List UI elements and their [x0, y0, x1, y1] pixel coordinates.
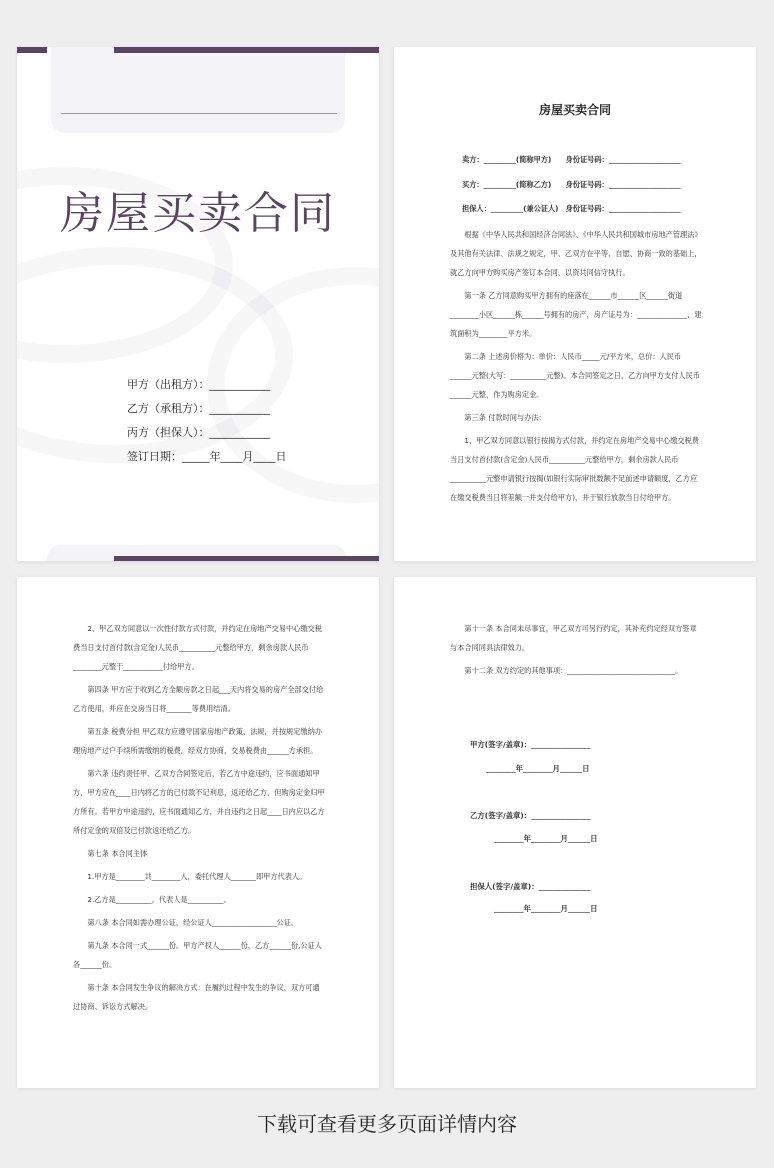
paragraph: 第三条 付款时间与办法： [464, 413, 546, 422]
signature-date-party-b: ________年________月______日 [494, 834, 598, 843]
paragraph: 第五条 税费分担 甲乙双方应遵守国家房地产政策、法规，并按规定缴纳办理房地产过户手续所需缴纳的税费。经双方协商，交易税费由______方承担。 [73, 727, 322, 755]
cover-bottom-bar [114, 556, 379, 561]
paragraph: 第二条 上述房价格为：单价：人民币_____元/平方米，总价：人民币______元整(大写：__________元整)。本合同签定之日，乙方向甲方支付人民币______元整，作为购房定金。 [450, 352, 700, 399]
signature-party-b: 乙方(签字/盖章)：________________ [470, 811, 591, 820]
contract-page-2 [17, 577, 379, 1088]
contract-body [450, 225, 702, 511]
cover-field-party-c: 丙方（担保人）：___________ [127, 426, 270, 439]
paragraph: 根据《中华人民共和国经济合同法》、《中华人民共和国城市房地产管理法》及其他有关法律、法规之规定，甲、乙双方在平等、自愿、协商一致的基础上，就乙方向甲方购买房产签订本合同，以资共同信守执行。 [450, 230, 702, 277]
party-buyer: 买方：_________(简称乙方) 身份证号码：____________________ [462, 180, 681, 189]
party-seller: 卖方：_________(简称甲方) 身份证号码：____________________ [462, 155, 681, 164]
signature-date-party-a: ________年________月______日 [486, 764, 590, 773]
cover-title: 房屋买卖合同 [60, 188, 336, 239]
contract-body [450, 619, 702, 684]
paragraph: 第四条 甲方应于收到乙方全额房款之日起___天内将交易的房产全部交付给乙方使用，并应在交房当日将_______等费用结清。 [73, 685, 324, 713]
paragraph: 1.甲方是________共________人，委托代理人_______即甲方代表人。 [87, 872, 307, 881]
signature-guarantor: 担保人(签字/盖章)：______________ [470, 882, 591, 891]
paragraph: 2、甲乙双方同意以一次性付款方式付款，并约定在房地产交易中心缴交税费当日支付首付款(含定金)人民币__________元整给甲方，剩余房款人民币________元整于___________付给甲方。 [73, 624, 322, 671]
contract-title: 房屋买卖合同 [538, 103, 611, 117]
contract-page-1 [394, 47, 756, 561]
download-more-caption: 下载可查看更多页面详情内容 [257, 1112, 517, 1136]
paragraph: 第八条 本合同如需办理公证，经公证人__________________公证。 [87, 918, 299, 927]
contract-page-3 [394, 577, 756, 1088]
paragraph: 第一条 乙方同意购买甲方拥有的座落在______市______区______街道________小区______栋______号拥有的房产，房产证号为：______________，建筑面积为________平方米。 [450, 291, 702, 338]
paragraph: 1、甲乙双方同意以银行按揭方式付款，并约定在房地产交易中心缴交税费当日支付首付款(含定金)人民币__________元整给甲方，剩余房款人民币__________元整申请银行按揭(如银行实际审批数额不足前述申请额度，乙方应在缴交税费当日将差额一并支付给甲方)，并于银行放款当日付给甲方。 [450, 436, 699, 502]
paragraph: 第六条 违约责任甲、乙双方合同签定后，若乙方中途违约，应书面通知甲方，甲方应在____日内将乙方的已付款不记利息，返还给乙方，但购房定金归甲方所有。若甲方中途违约，应书面通知乙方，并自违约之日起____日内应以乙方所付定金的双倍及已付款返还给乙方。 [73, 769, 325, 835]
paragraph: 第十一条 本合同未尽事宜，甲乙双方可另行约定，其补充约定经双方签章与本合同同具法律效力。 [450, 624, 697, 652]
paragraph: 第十二条 双方约定的其他事项：______________________________。 [464, 666, 683, 675]
party-guarantor: 担保人：_________(兼公证人) 身份证号码：____________________ [462, 204, 681, 213]
cover-field-sign-date: 签订日期：_____年____月____日 [127, 450, 287, 463]
cover-field-party-a: 甲方（出租方）：___________ [127, 378, 270, 391]
paragraph: 第七条 本合同主体 [87, 849, 148, 858]
cover-field-party-b: 乙方（承租方）：___________ [127, 402, 270, 415]
paragraph: 2.乙方是__________，代表人是__________。 [87, 895, 231, 904]
cover-divider [61, 113, 337, 114]
contract-body [73, 619, 325, 1020]
paragraph: 第九条 本合同一式______份。甲方产权人______份，乙方______份,公证人各______份。 [73, 941, 322, 969]
cover-top-bar-right [114, 47, 379, 53]
cover-page [17, 47, 379, 561]
paragraph: 第十条 本合同发生争议的解决方式：在履约过程中发生的争议，双方可通过协商、诉讼方式解决。 [73, 983, 320, 1011]
signature-date-guarantor: ________年________月______日 [494, 904, 598, 913]
signature-party-a: 甲方(签字/盖章)：________________ [470, 740, 591, 749]
cover-header-plate [51, 47, 345, 133]
cover-fields [127, 373, 287, 469]
cover-top-bar-left [17, 47, 47, 53]
